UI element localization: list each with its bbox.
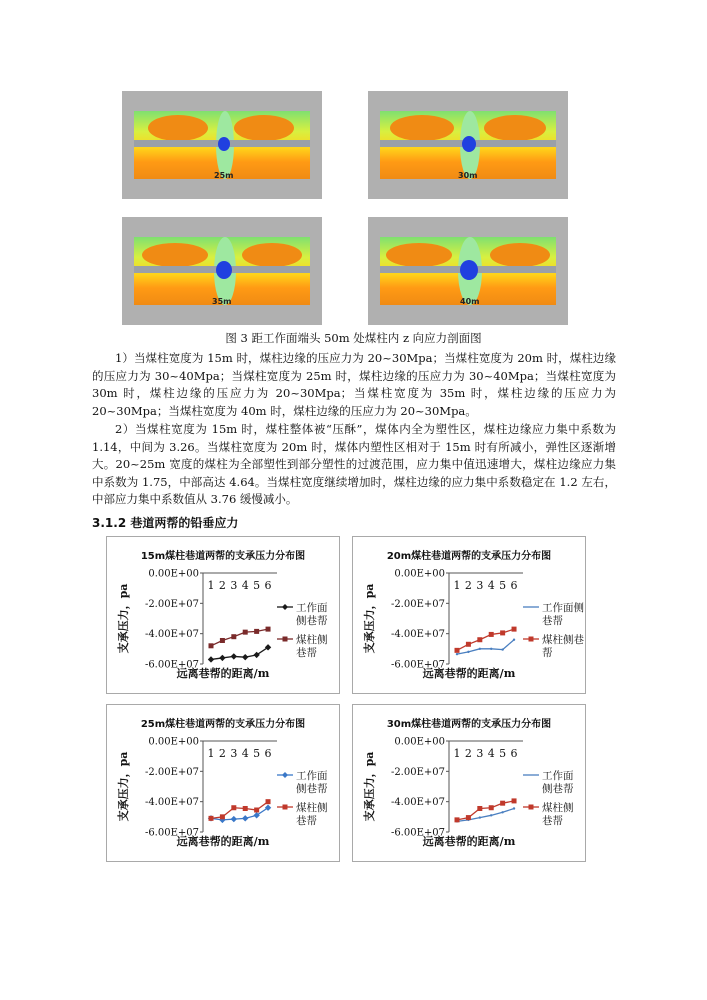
legend-label: 巷帮 bbox=[296, 647, 317, 659]
contour-panel-25m bbox=[122, 91, 322, 199]
y-tick-label: 0.00E+00 bbox=[148, 736, 199, 748]
chart-svg bbox=[353, 537, 585, 693]
data-point bbox=[231, 816, 237, 822]
series-line bbox=[457, 640, 514, 654]
legend-label: 巷帮 bbox=[542, 815, 563, 827]
x-tick-label: 5 bbox=[499, 579, 507, 592]
data-point bbox=[501, 811, 503, 813]
data-point bbox=[490, 648, 492, 650]
x-tick-label: 1 bbox=[207, 579, 215, 592]
data-point bbox=[513, 639, 515, 641]
data-point bbox=[455, 817, 460, 822]
data-point bbox=[489, 805, 494, 810]
y-axis-label: 支承压力，pa bbox=[117, 583, 130, 654]
x-tick-label: 6 bbox=[510, 747, 518, 760]
y-tick-label: -6.00E+07 bbox=[390, 659, 445, 671]
y-tick-label: 0.00E+00 bbox=[394, 736, 445, 748]
x-tick-label: 6 bbox=[510, 579, 518, 592]
y-axis-label: 支承压力，pa bbox=[363, 751, 376, 822]
legend-label: 侧巷帮 bbox=[296, 615, 328, 627]
x-tick-label: 2 bbox=[464, 579, 472, 592]
x-tick-label: 5 bbox=[499, 747, 507, 760]
data-point bbox=[254, 629, 259, 634]
data-point bbox=[231, 634, 236, 639]
legend-label: 侧巷帮 bbox=[542, 783, 574, 795]
data-point bbox=[456, 653, 458, 655]
data-point bbox=[513, 807, 515, 809]
x-axis-label: 远离巷帮的距离/m bbox=[176, 667, 270, 680]
data-point bbox=[220, 814, 225, 819]
legend-label: 巷帮 bbox=[542, 615, 563, 627]
chart-panel-25m bbox=[106, 704, 340, 862]
contour-panel-40m bbox=[368, 217, 568, 325]
x-tick-label: 4 bbox=[241, 747, 249, 760]
y-tick-label: -2.00E+07 bbox=[144, 766, 199, 778]
legend-label: 工作面 bbox=[542, 770, 574, 782]
data-point bbox=[467, 651, 469, 653]
x-tick-label: 5 bbox=[253, 579, 261, 592]
y-tick-label: 0.00E+00 bbox=[394, 568, 445, 580]
data-point bbox=[501, 648, 503, 650]
data-point bbox=[243, 630, 248, 635]
chart-title: 20m煤柱巷道两帮的支承压力分布图 bbox=[386, 551, 552, 562]
data-point bbox=[490, 814, 492, 816]
data-point bbox=[489, 632, 494, 637]
data-point bbox=[242, 654, 248, 660]
paragraph-2: 2）当煤柱宽度为 15m 时，煤柱整体被“压酥”，煤体内全为塑性区，煤柱边缘应力集中系数为 1.14，中间为 3.26。当煤柱宽度为 20m 时，煤体内塑性区相对于 15m 时有所减小，弹性区逐渐增大。20~25m 宽度的煤柱为全部塑性到部分塑性的过渡范围，应力集中值迅速增大，煤柱边缘应力集中系数为 1.75，中部高达 4.64。当煤柱宽度继续增加时，煤柱边缘的应力集中系数稳定在 1.2 左右，中部应力集中系数值从 3.76 缓慢减小。 bbox=[92, 422, 616, 506]
stress-contour-field bbox=[380, 237, 556, 305]
data-point bbox=[231, 805, 236, 810]
y-tick-label: -6.00E+07 bbox=[144, 827, 199, 839]
legend-marker bbox=[283, 805, 288, 810]
data-point bbox=[220, 638, 225, 643]
legend-label: 侧巷帮 bbox=[296, 783, 328, 795]
panel-label: 35m bbox=[212, 297, 232, 306]
chart-title: 25m煤柱巷道两帮的支承压力分布图 bbox=[140, 719, 306, 730]
figure-caption: 图 3 距工作面端头 50m 处煤柱内 z 向应力剖面图 bbox=[225, 331, 482, 345]
stress-contour-field bbox=[380, 111, 556, 179]
series-line bbox=[211, 808, 268, 820]
series-line bbox=[211, 629, 268, 646]
y-tick-label: -2.00E+07 bbox=[390, 766, 445, 778]
chart-title: 15m煤柱巷道两帮的支承压力分布图 bbox=[140, 551, 306, 562]
chart-panel-15m bbox=[106, 536, 340, 694]
x-axis-label: 远离巷帮的距离/m bbox=[422, 835, 516, 848]
data-point bbox=[466, 815, 471, 820]
x-tick-label: 3 bbox=[476, 747, 484, 760]
x-tick-label: 1 bbox=[453, 579, 461, 592]
legend-marker bbox=[282, 604, 288, 610]
contour-panel-30m bbox=[368, 91, 568, 199]
chart-svg bbox=[107, 705, 339, 861]
x-axis-label: 远离巷帮的距离/m bbox=[176, 835, 270, 848]
x-tick-label: 1 bbox=[207, 747, 215, 760]
data-point bbox=[209, 643, 214, 648]
chart-title: 30m煤柱巷道两帮的支承压力分布图 bbox=[386, 719, 552, 730]
data-point bbox=[477, 806, 482, 811]
data-point bbox=[500, 801, 505, 806]
x-tick-label: 5 bbox=[253, 747, 261, 760]
y-tick-label: -2.00E+07 bbox=[144, 598, 199, 610]
y-tick-label: -4.00E+07 bbox=[144, 797, 199, 809]
y-tick-label: -4.00E+07 bbox=[390, 629, 445, 641]
series-line bbox=[211, 802, 268, 819]
data-point bbox=[466, 642, 471, 647]
x-tick-label: 4 bbox=[241, 579, 249, 592]
x-tick-label: 2 bbox=[218, 747, 226, 760]
x-tick-label: 2 bbox=[218, 579, 226, 592]
data-point bbox=[231, 653, 237, 659]
stress-contour-field bbox=[134, 237, 310, 305]
y-tick-label: -2.00E+07 bbox=[390, 598, 445, 610]
y-tick-label: -4.00E+07 bbox=[390, 797, 445, 809]
chart-svg bbox=[353, 705, 585, 861]
x-tick-label: 3 bbox=[230, 747, 238, 760]
chart-panel-30m bbox=[352, 704, 586, 862]
x-tick-label: 4 bbox=[487, 747, 495, 760]
data-point bbox=[242, 815, 248, 821]
x-axis-label: 远离巷帮的距离/m bbox=[422, 667, 516, 680]
panel-label: 25m bbox=[214, 171, 234, 180]
legend-label: 工作面 bbox=[296, 770, 328, 782]
y-axis-label: 支承压力，pa bbox=[117, 751, 130, 822]
x-tick-label: 2 bbox=[464, 747, 472, 760]
legend-label: 煤柱侧巷 bbox=[542, 634, 584, 646]
legend-label: 煤柱侧 bbox=[542, 802, 574, 814]
chart-panel-20m bbox=[352, 536, 586, 694]
y-tick-label: -6.00E+07 bbox=[390, 827, 445, 839]
y-tick-label: -4.00E+07 bbox=[144, 629, 199, 641]
legend-label: 工作面 bbox=[296, 602, 328, 614]
data-point bbox=[266, 627, 271, 632]
data-point bbox=[455, 648, 460, 653]
data-point bbox=[254, 808, 259, 813]
legend-label: 煤柱侧 bbox=[296, 802, 328, 814]
x-tick-label: 3 bbox=[476, 579, 484, 592]
chart-svg bbox=[107, 537, 339, 693]
x-tick-label: 6 bbox=[264, 579, 272, 592]
data-point bbox=[477, 637, 482, 642]
section-heading: 3.1.2 巷道两帮的铅垂应力 bbox=[92, 516, 239, 530]
legend-label: 巷帮 bbox=[296, 815, 317, 827]
y-tick-label: 0.00E+00 bbox=[148, 568, 199, 580]
data-point bbox=[243, 806, 248, 811]
data-point bbox=[479, 648, 481, 650]
x-tick-label: 6 bbox=[264, 747, 272, 760]
legend-marker bbox=[529, 637, 534, 642]
x-tick-label: 3 bbox=[230, 579, 238, 592]
legend-marker bbox=[282, 772, 288, 778]
data-point bbox=[219, 655, 225, 661]
data-point bbox=[209, 816, 214, 821]
data-point bbox=[266, 799, 271, 804]
data-point bbox=[512, 798, 517, 803]
panel-label: 40m bbox=[460, 297, 480, 306]
data-point bbox=[479, 816, 481, 818]
contour-panel-35m bbox=[122, 217, 322, 325]
legend-marker bbox=[529, 805, 534, 810]
stress-contour-field bbox=[134, 111, 310, 179]
legend-label: 工作面侧 bbox=[542, 602, 584, 614]
y-tick-label: -6.00E+07 bbox=[144, 659, 199, 671]
y-axis-label: 支承压力，pa bbox=[363, 583, 376, 654]
data-point bbox=[500, 630, 505, 635]
x-tick-label: 1 bbox=[453, 747, 461, 760]
data-point bbox=[208, 656, 214, 662]
paragraph-1: 1）当煤柱宽度为 15m 时，煤柱边缘的压应力为 20~30Mpa；当煤柱宽度为 20m 时，煤柱边缘的压应力为 30~40Mpa；当煤柱宽度为 25m 时，煤柱边缘的压应力为 30~40Mpa；当煤柱宽度为 30m 时，煤柱边缘的压应力为 20~30Mpa；当煤柱宽度为 35m 时，煤柱边缘的压应力为 20~30Mpa；当煤柱宽度为 40m 时，煤柱边缘的压应力为 20~30Mpa。 bbox=[92, 351, 616, 418]
legend-label: 煤柱侧 bbox=[296, 634, 328, 646]
x-tick-label: 4 bbox=[487, 579, 495, 592]
series-line bbox=[457, 808, 514, 821]
legend-marker bbox=[283, 637, 288, 642]
legend-label: 帮 bbox=[542, 647, 553, 659]
panel-label: 30m bbox=[458, 171, 478, 180]
data-point bbox=[512, 627, 517, 632]
